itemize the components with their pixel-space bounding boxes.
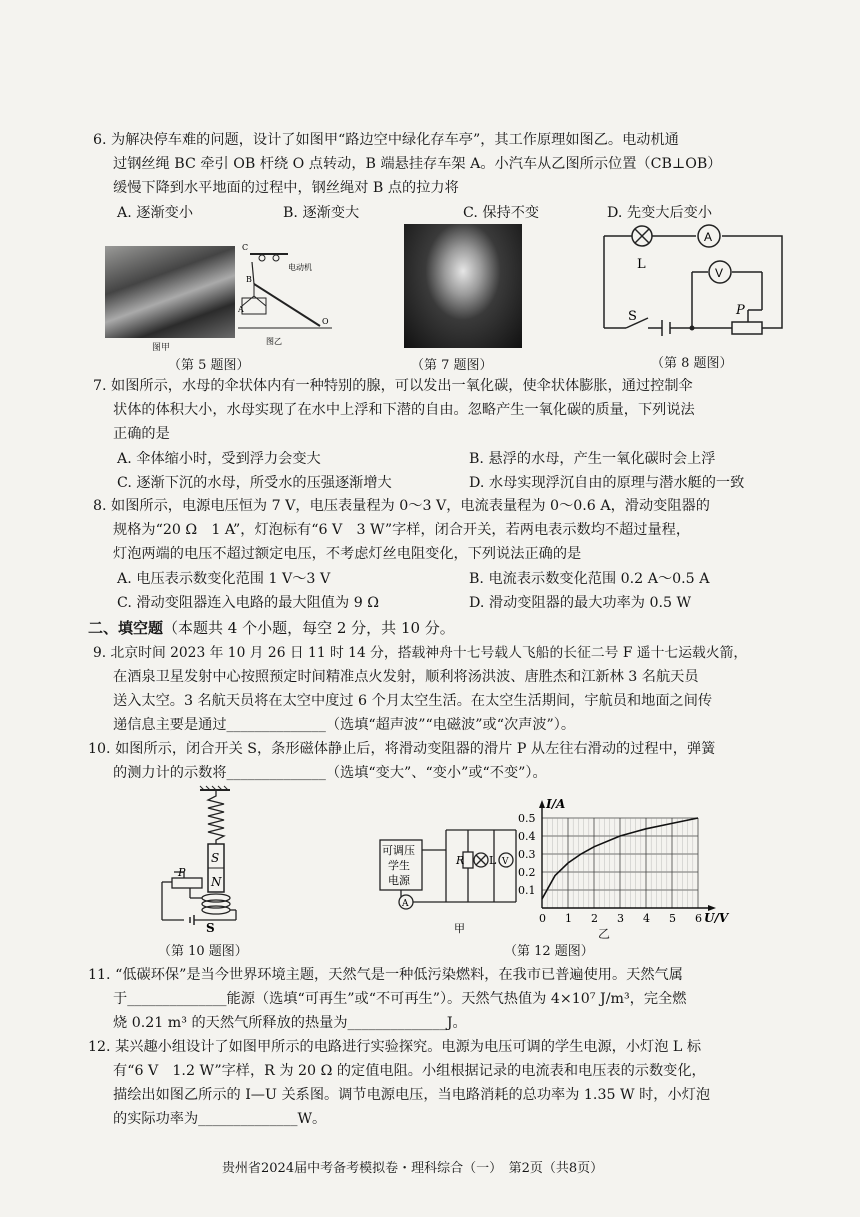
- fig5-letter-o: O: [322, 317, 329, 326]
- q10-line1: 10. 如图所示，闭合开关 S，条形磁体静止后，将滑动变阻器的滑片 P 从左往右滑动的过程中，弹簧: [88, 741, 716, 757]
- fig10-caption: （第 10 题图）: [158, 944, 248, 959]
- q12-line4: 的实际功率为______________W。: [113, 1111, 327, 1127]
- magnet-n-pole: N: [211, 875, 222, 889]
- fig5-letter-b: B: [246, 275, 252, 284]
- q6-option-d: D. 先变大后变小: [607, 205, 713, 221]
- q12-line1: 12. 某兴趣小组设计了如图甲所示的电路进行实验探究。电源为电压可调的学生电源，小灯泡 L 标: [88, 1039, 702, 1055]
- x-tick-label: 4: [643, 912, 650, 925]
- q8-line2: 规格为“20 Ω 1 A”，灯泡标有“6 V 3 W”字样，闭合开关，若两电表示数均不超过量程，: [113, 522, 691, 538]
- q7-option-c: C. 逐渐下沉的水母，所受水的压强逐渐增大: [117, 475, 392, 491]
- fig10-switch-s: S: [206, 921, 215, 935]
- q6-line1: 6. 为解决停车难的问题，设计了如图甲“路边空中绿化存车亭”，其工作原理如图乙。电动机通: [93, 132, 679, 148]
- q9-line2: 在酒泉卫星发射中心按照预定时间精准点火发射，顺利将汤洪波、唐胜杰和江新林 3 名航天员: [113, 669, 699, 685]
- fig12-label-yi: 乙: [598, 927, 611, 941]
- iu-chart: [508, 797, 729, 938]
- fig5-caption: （第 5 题图）: [168, 358, 250, 373]
- q8-line1: 8. 如图所示，电源电压恒为 7 V，电压表量程为 0～3 V，电流表量程为 0～0.6 A，滑动变阻器的: [93, 498, 710, 514]
- fig12-circuit: [376, 826, 526, 936]
- fig12-label-jia: 甲: [454, 922, 465, 935]
- fig10-diagram: [150, 786, 250, 935]
- q9-line1: 9. 北京时间 2023 年 10 月 26 日 11 时 14 分，搭载神舟十七号载人飞船的长征二号 F 遥十七运载火箭，: [93, 645, 748, 661]
- q8-option-d: D. 滑动变阻器的最大功率为 0.5 W: [469, 595, 692, 611]
- fig12-source-line1: 可调压: [382, 844, 415, 857]
- fig12-caption: （第 12 题图）: [504, 944, 594, 959]
- fig10-slider-p: P: [178, 866, 186, 879]
- q7-line3: 正确的是: [113, 426, 170, 442]
- fig8-circuit: [592, 222, 802, 350]
- section2-desc: （本题共 4 个小题，每空 2 分，共 10 分。: [163, 619, 455, 637]
- q8-option-c: C. 滑动变阻器连入电路的最大阻值为 9 Ω: [117, 595, 379, 611]
- fig5-label-yi: 图乙: [266, 337, 282, 346]
- y-axis-label: I/A: [546, 797, 566, 811]
- fig12-resistor-r: R: [456, 854, 465, 867]
- fig8-slider-p: P: [736, 303, 745, 318]
- fig8-voltmeter-v: V: [715, 266, 724, 280]
- fig12-voltmeter-v: V: [502, 857, 509, 867]
- fig8-lamp-l: L: [637, 257, 646, 272]
- y-tick-label: 0.4: [518, 830, 536, 843]
- q12-line2: 有“6 V 1.2 W”字样，R 为 20 Ω 的定值电阻。小组根据记录的电流表和电压表的示数变化，: [113, 1063, 706, 1079]
- fig5-letter-c: C: [242, 243, 249, 252]
- q8-option-b: B. 电流表示数变化范围 0.2 A～0.5 A: [469, 571, 710, 587]
- y-tick-label: 0.1: [518, 884, 536, 897]
- fig8-switch-s: S: [628, 309, 637, 324]
- y-axis-arrow: [539, 800, 545, 808]
- fig12-source-line2: 学生: [388, 859, 410, 872]
- q11-line1: 11. “低碳环保”是当今世界环境主题，天然气是一种低污染燃料，在我市已普遍使用。天然气属: [88, 967, 683, 983]
- x-tick-label: 5: [669, 912, 676, 925]
- fig5-label-jia: 图甲: [152, 343, 171, 353]
- q9-line3: 送入太空。3 名航天员将在太空中度过 6 个月太空生活。在太空生活期间，宇航员和地面之间传: [113, 693, 713, 709]
- q6-option-c: C. 保持不变: [463, 205, 540, 221]
- fig7-caption: （第 7 题图）: [411, 358, 493, 373]
- x-axis-label: U/V: [704, 911, 729, 925]
- fig12-lamp-l: L: [489, 854, 497, 867]
- q7-option-a: A. 伞体缩小时，受到浮力会变大: [117, 451, 321, 467]
- parking-photo: [105, 246, 235, 338]
- lever-diagram: [236, 240, 336, 352]
- fig8-ammeter-a: A: [704, 230, 713, 244]
- x-tick-label: 6: [695, 912, 702, 925]
- q6-option-a: A. 逐渐变小: [117, 205, 194, 221]
- q8-line3: 灯泡两端的电压不超过额定电压，不考虑灯丝电阻变化，下列说法正确的是: [113, 546, 582, 562]
- motor-label: 电动机: [288, 263, 312, 272]
- fig5-letter-a: A: [238, 305, 244, 314]
- q7-line1: 7. 如图所示，水母的伞状体内有一种特别的腺，可以发出一氧化碳，使伞状体膨胀，通过控制伞: [93, 378, 693, 394]
- q7-option-b: B. 悬浮的水母，产生一氧化碳时会上浮: [469, 451, 716, 467]
- magnet-s-pole: S: [211, 851, 220, 865]
- x-tick-label: 3: [617, 912, 624, 925]
- q10-line2: 的测力计的示数将______________（选填“变大”、“变小”或“不变”）。: [113, 765, 547, 781]
- section2-title: 二、填空题: [88, 619, 164, 637]
- x-tick-label: 1: [565, 912, 572, 925]
- jellyfish-photo: [404, 224, 522, 348]
- fig8-caption: （第 8 题图）: [651, 356, 733, 371]
- page-footer: 贵州省2024届中考备考模拟卷・理科综合（一） 第2页（共8页）: [222, 1161, 604, 1176]
- chart-grid: [542, 818, 698, 908]
- fig12-ammeter-a: A: [402, 899, 409, 909]
- q6-line2: 过钢丝绳 BC 牵引 OB 杆绕 O 点转动，B 端悬挂存车架 A。小汽车从乙图所示位置（CB⊥OB）: [113, 156, 722, 172]
- q11-line3: 烧 0.21 m³ 的天然气所释放的热量为______________J。: [113, 1015, 467, 1031]
- section2-heading: [88, 618, 455, 638]
- q9-line4: 递信息主要是通过______________（选填“超声波”“电磁波”或“次声波”）。: [113, 717, 576, 733]
- q6-option-b: B. 逐渐变大: [283, 205, 360, 221]
- q12-line3: 描绘出如图乙所示的 I—U 关系图。调节电源电压，当电路消耗的总功率为 1.35 W 时，小灯泡: [113, 1087, 711, 1103]
- q7-line2: 状体的体积大小，水母实现了在水中上浮和下潜的自由。忽略产生一氧化碳的质量，下列说法: [113, 402, 695, 418]
- y-tick-label: 0.2: [518, 866, 536, 879]
- y-tick-label: 0.3: [518, 848, 536, 861]
- fig12-source-line3: 电源: [388, 874, 410, 887]
- x-tick-label: 2: [591, 912, 598, 925]
- q8-option-a: A. 电压表示数变化范围 1 V～3 V: [117, 571, 331, 587]
- q6-line3: 缓慢下降到水平地面的过程中，钢丝绳对 B 点的拉力将: [113, 180, 459, 196]
- y-tick-label: 0.5: [518, 812, 536, 825]
- q11-line2: 于______________能源（选填“可再生”或“不可再生”）。天然气热值为 4×10⁷ J/m³，完全燃: [113, 991, 687, 1007]
- x-tick-label: 0: [539, 912, 546, 925]
- q7-option-d: D. 水母实现浮沉自由的原理与潜水艇的一致: [469, 475, 745, 491]
